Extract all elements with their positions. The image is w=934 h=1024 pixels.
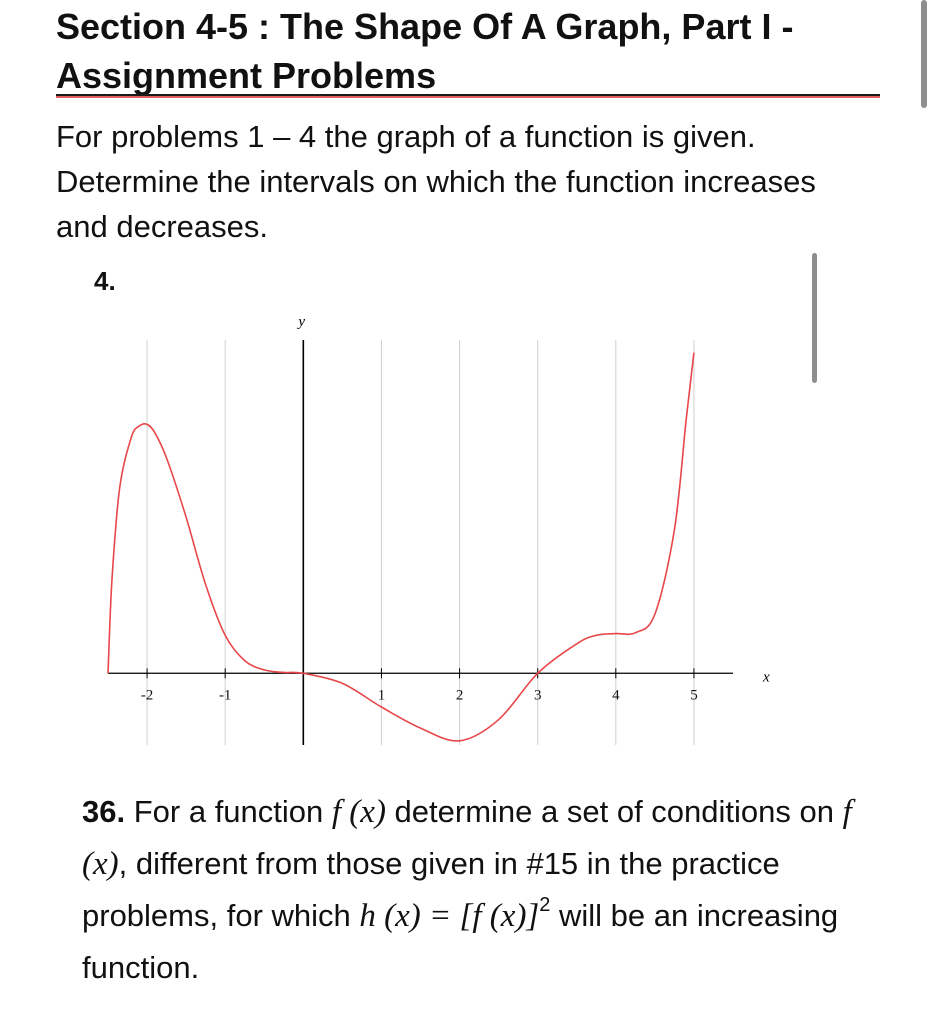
x-tick-label: 1 bbox=[377, 687, 386, 704]
problem-36-text-d: will be an increasing function. bbox=[82, 898, 839, 985]
series-layer bbox=[108, 353, 694, 741]
series-line-f bbox=[108, 353, 694, 741]
x-tick-label: -2 bbox=[140, 687, 154, 704]
x-tick-label: 4 bbox=[612, 687, 620, 704]
h-of-x-math: h (x) = bbox=[359, 898, 460, 934]
f-of-x-math-2: f (x) bbox=[82, 794, 852, 882]
title-divider bbox=[56, 94, 880, 96]
problem-4-number: 4. bbox=[94, 266, 116, 296]
x-tick-label: 5 bbox=[690, 687, 698, 704]
x-axis-label: x bbox=[763, 669, 770, 686]
problem-36-text-c: , different from those given in #15 in the practice problems, for which bbox=[82, 846, 780, 933]
f-squared-math: [f (x)] bbox=[459, 898, 540, 934]
x-tick-label: 2 bbox=[455, 687, 464, 704]
function-graph bbox=[96, 300, 796, 760]
x-tick-label: 3 bbox=[533, 687, 542, 704]
page-scrollbar[interactable] bbox=[921, 0, 927, 108]
problem-36-text-a: For a function bbox=[125, 794, 332, 829]
f-of-x-math: f (x) bbox=[331, 794, 386, 830]
exponent: 2 bbox=[539, 894, 551, 916]
problem-36-text-b: determine a set of conditions on bbox=[385, 794, 843, 829]
x-tick-label: -1 bbox=[218, 687, 232, 704]
page-title bbox=[56, 2, 886, 100]
y-axis-label: y bbox=[298, 314, 305, 330]
problem-36 bbox=[82, 786, 902, 993]
grid-lines bbox=[147, 340, 694, 745]
page-title-line-2: Assignment Problems bbox=[56, 55, 437, 96]
graph-scrollbar[interactable] bbox=[812, 253, 817, 383]
problem-36-number: 36. bbox=[82, 794, 126, 829]
instructions-text: For problems 1 – 4 the graph of a function is given. Determine the intervals on which the function increases and decreases. bbox=[56, 119, 816, 244]
page-title-line-1: Section 4-5 : The Shape Of A Graph, Part I - bbox=[56, 6, 794, 47]
